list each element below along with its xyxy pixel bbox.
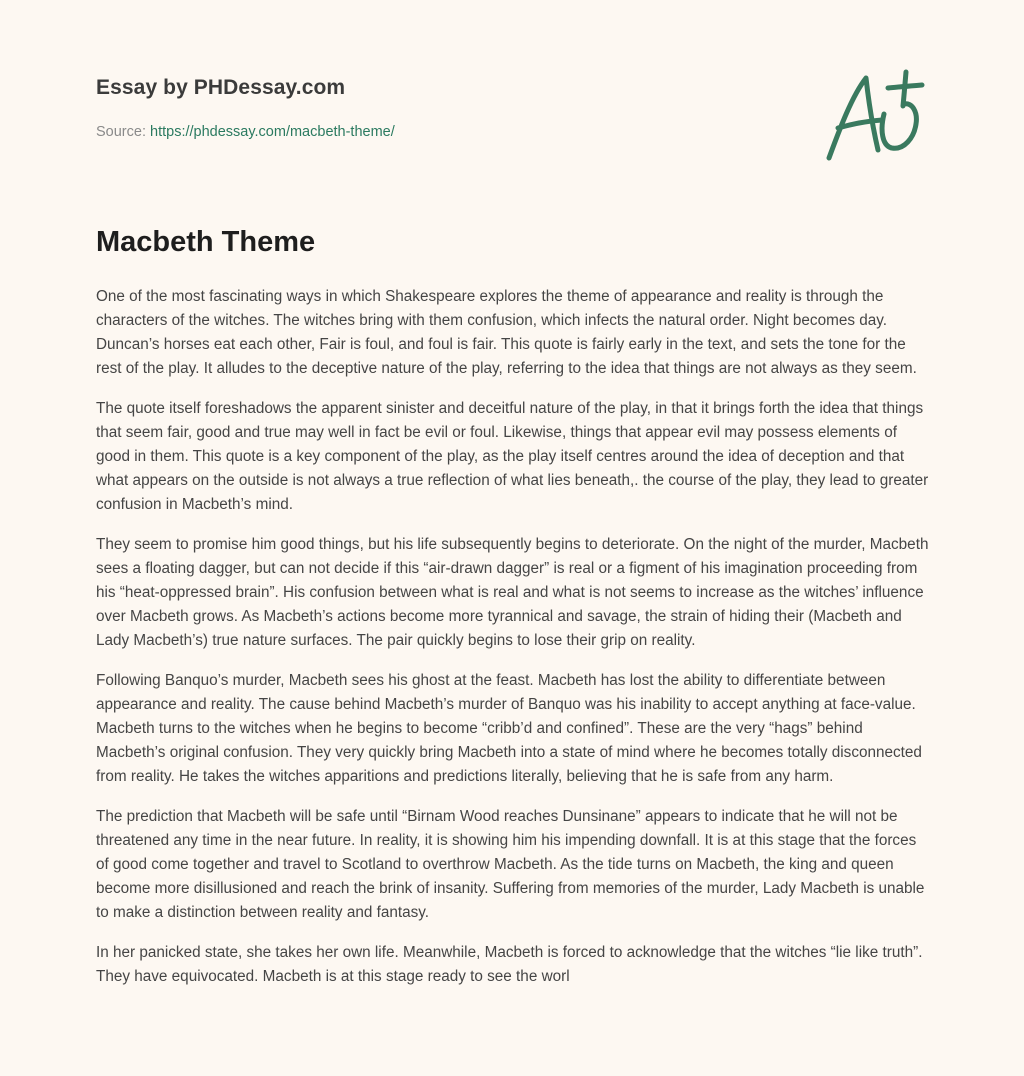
source-line bbox=[96, 124, 395, 140]
a-plus-grade-icon bbox=[822, 66, 926, 164]
essay-body bbox=[96, 285, 932, 1005]
essay-paragraph: They seem to promise him good things, but his life subsequently begins to deteriorate. On the night of the murder, Macbeth sees a floating dagger, but can not decide if this “air-drawn dagger” is real or a figment of his imagination proceeding from his “heat-oppressed brain”. His confusion between what is real and what is not seems to increase as the witches’ influence over Macbeth grows. As Macbeth’s actions become more tyrannical and savage, the strain of hiding their (Macbeth and Lady Macbeth’s) true nature surfaces. The pair quickly begins to lose their grip on reality. bbox=[96, 536, 929, 649]
source-label: Source: bbox=[96, 124, 146, 140]
essay-paragraph: In her panicked state, she takes her own life. Meanwhile, Macbeth is forced to acknowledge that the witches “lie like truth”. They have equivocated. Macbeth is at this stage ready to see the worl bbox=[96, 944, 923, 985]
source-link[interactable]: https://phdessay.com/macbeth-theme/ bbox=[150, 124, 395, 140]
essay-paragraph: The prediction that Macbeth will be safe until “Birnam Wood reaches Dunsinane” appears to indicate that he will not be threatened any time in the near future. In reality, it is showing him his impending downfall. It is at this stage that the forces of good come together and travel to Scotland to overthrow Macbeth. As the tide turns on Macbeth, the king and queen become more disillusioned and reach the brink of insanity. Suffering from memories of the murder, Lady Macbeth is unable to make a distinction between reality and fantasy. bbox=[96, 808, 925, 921]
essay-paragraph: The quote itself foreshadows the apparent sinister and deceitful nature of the play, in that it brings forth the idea that things that seem fair, good and true may well in fact be evil or foul. Likewise, things that appear evil may possess elements of good in them. This quote is a key component of the play, as the play itself centres around the idea of deception and that what appears on the outside is not always a true reflection of what lies beneath,. the course of the play, they lead to greater confusion in Macbeth’s mind. bbox=[96, 400, 929, 513]
essay-paragraph: One of the most fascinating ways in which Shakespeare explores the theme of appearance and reality is through the characters of the witches. The witches bring with them confusion, which infects the natural order. Night becomes day. Duncan’s horses eat each other, Fair is foul, and foul is fair. This quote is fairly early in the text, and sets the tone for the rest of the play. It alludes to the deceptive nature of the play, referring to the idea that things are not always as they seem. bbox=[96, 288, 917, 377]
essay-title: Macbeth Theme bbox=[96, 226, 316, 258]
essay-paragraph: Following Banquo’s murder, Macbeth sees his ghost at the feast. Macbeth has lost the ability to differentiate between appearance and reality. The cause behind Macbeth’s murder of Banquo was his inability to accept anything at face-value. Macbeth turns to the witches when he begins to become “cribb’d and confined”. These are the very “hags” behind Macbeth’s original confusion. They very quickly bring Macbeth into a state of mind where he becomes totally disconnected from reality. He takes the witches apparitions and predictions literally, believing that he is safe from any harm. bbox=[96, 672, 922, 785]
brand-title: Essay by PHDessay.com bbox=[96, 76, 346, 99]
